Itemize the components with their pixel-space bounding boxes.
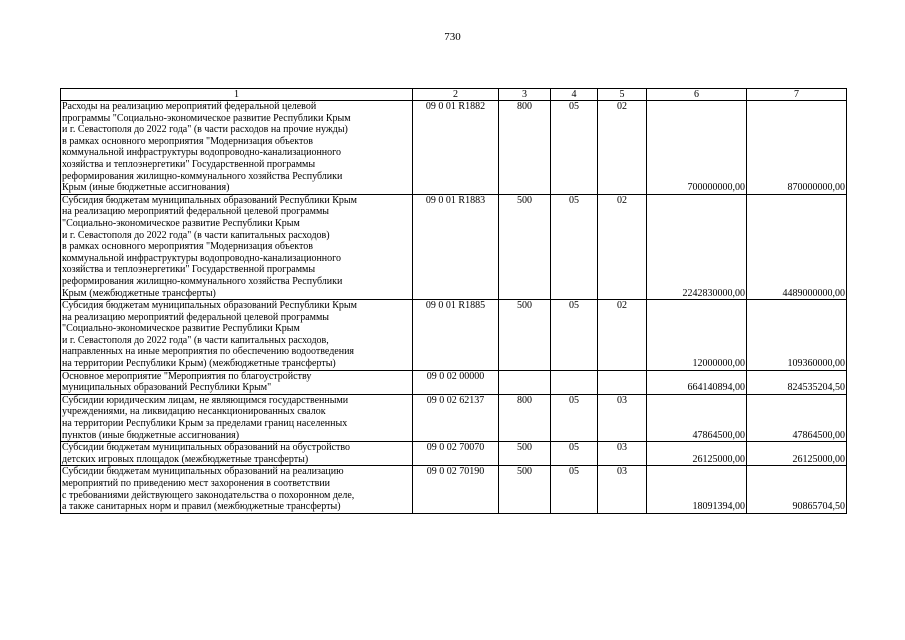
row-subsection: 02 [598, 101, 647, 195]
header-col-1: 1 [61, 89, 413, 101]
row-amount-2: 824535204,50 [747, 370, 847, 394]
header-col-5: 5 [598, 89, 647, 101]
row-expense-type: 500 [499, 194, 551, 299]
row-section: 05 [551, 101, 598, 195]
row-target-code: 09 0 02 00000 [413, 370, 499, 394]
row-amount-1: 12000000,00 [647, 300, 747, 371]
row-amount-1: 700000000,00 [647, 101, 747, 195]
header-col-3: 3 [499, 89, 551, 101]
table-row [61, 466, 847, 513]
row-target-code: 09 0 02 62137 [413, 394, 499, 441]
header-col-7: 7 [747, 89, 847, 101]
row-section: 05 [551, 442, 598, 466]
row-subsection: 03 [598, 394, 647, 441]
table-row [61, 194, 847, 299]
row-target-code: 09 0 02 70190 [413, 466, 499, 513]
row-subsection: 02 [598, 300, 647, 371]
table-row [61, 101, 847, 195]
budget-table [60, 88, 847, 514]
row-target-code: 09 0 01 R1885 [413, 300, 499, 371]
row-amount-1: 664140894,00 [647, 370, 747, 394]
row-description: Субсидия бюджетам муниципальных образований Республики Крым на реализацию мероприятий федеральной целевой программы "Социально-экономическое развитие Республики Крым и г. Севастополя до 2022 года" (в части капитальных расходов, направленных на иные мероприятия по обеспечению водоотведения на территории Республики Крым) (межбюджетные трансферты) [61, 300, 413, 371]
row-description: Основное мероприятие "Мероприятия по благоустройству муниципальных образований Республики Крым" [61, 370, 413, 394]
row-expense-type: 500 [499, 300, 551, 371]
row-expense-type: 800 [499, 101, 551, 195]
row-expense-type: 500 [499, 442, 551, 466]
row-target-code: 09 0 01 R1883 [413, 194, 499, 299]
row-description: Субсидии бюджетам муниципальных образований на обустройство детских игровых площадок (межбюджетные трансферты) [61, 442, 413, 466]
row-section [551, 370, 598, 394]
row-description: Субсидии бюджетам муниципальных образований на реализацию мероприятий по приведению мест захоронения в соответствии с требованиями действующего законодательства о похоронном деле, а также санитарных норм и правил (межбюджетные трансферты) [61, 466, 413, 513]
row-subsection [598, 370, 647, 394]
row-description: Субсидия бюджетам муниципальных образований Республики Крым на реализацию мероприятий федеральной целевой программы "Социально-экономическое развитие Республики Крым и г. Севастополя до 2022 года" (в части капитальных расходов) в рамках основного мероприятия "Модернизация объектов коммунальной инфраструктуры водопроводно-канализационного хозяйства и теплоэнергетики" Государственной программы реформирования жилищно-коммунального хозяйства Республики Крым (межбюджетные трансферты) [61, 194, 413, 299]
row-amount-2: 90865704,50 [747, 466, 847, 513]
row-section: 05 [551, 394, 598, 441]
row-amount-1: 47864500,00 [647, 394, 747, 441]
row-amount-1: 2242830000,00 [647, 194, 747, 299]
row-expense-type [499, 370, 551, 394]
row-subsection: 03 [598, 442, 647, 466]
row-description: Субсидии юридическим лицам, не являющимся государственными учреждениями, на ликвидацию несанкционированных свалок на территории Республики Крым за пределами границ населенных пунктов (иные бюджетные ассигнования) [61, 394, 413, 441]
row-subsection: 03 [598, 466, 647, 513]
row-amount-2: 4489000000,00 [747, 194, 847, 299]
row-subsection: 02 [598, 194, 647, 299]
row-amount-1: 26125000,00 [647, 442, 747, 466]
row-section: 05 [551, 194, 598, 299]
header-col-2: 2 [413, 89, 499, 101]
row-section: 05 [551, 466, 598, 513]
table-header [61, 89, 847, 101]
row-amount-2: 109360000,00 [747, 300, 847, 371]
row-amount-2: 870000000,00 [747, 101, 847, 195]
row-description: Расходы на реализацию мероприятий федеральной целевой программы "Социально-экономическое развитие Республики Крым и г. Севастополя до 2022 года" (в части расходов на прочие нужды) в рамках основного мероприятия "Модернизация объектов коммунальной инфраструктуры водопроводно-канализационного хозяйства и теплоэнергетики" Государственной программы реформирования жилищно-коммунального хозяйства Республики Крым (иные бюджетные ассигнования) [61, 101, 413, 195]
row-target-code: 09 0 01 R1882 [413, 101, 499, 195]
table-body [61, 101, 847, 514]
header-col-4: 4 [551, 89, 598, 101]
row-amount-1: 18091394,00 [647, 466, 747, 513]
row-expense-type: 500 [499, 466, 551, 513]
row-amount-2: 47864500,00 [747, 394, 847, 441]
row-amount-2: 26125000,00 [747, 442, 847, 466]
table-row [61, 300, 847, 371]
table-row [61, 394, 847, 441]
page-number: 730 [444, 31, 461, 43]
table-row [61, 442, 847, 466]
header-row [61, 89, 847, 101]
row-expense-type: 800 [499, 394, 551, 441]
row-target-code: 09 0 02 70070 [413, 442, 499, 466]
header-col-6: 6 [647, 89, 747, 101]
row-section: 05 [551, 300, 598, 371]
table-row [61, 370, 847, 394]
